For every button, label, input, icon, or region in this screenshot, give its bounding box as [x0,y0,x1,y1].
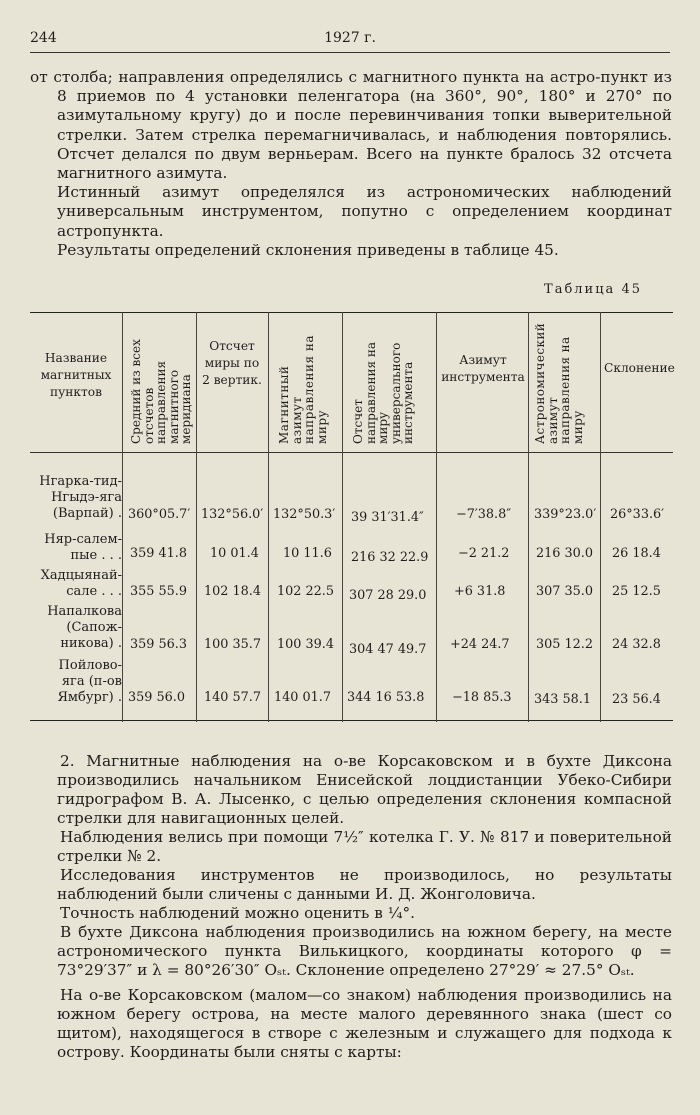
col-divider [196,312,197,722]
header-point-name: Название магнитных пунктов [40,351,112,399]
cell-declination: 26 18.4 [612,546,661,561]
header-rule [30,52,670,53]
section-2-paragraph-5: В бухте Диксона наблюдения производились на южном берегу, на месте астрономического пункта Вилькицкого, координаты которого φ = 73°29′37″ и λ = 80°26′30″ Oₛₜ. Склонение определено 27°29′ ≈ 27.5° Oₛₜ. [57,923,672,979]
col-divider [122,312,123,722]
name-line: сале . . . [66,584,122,599]
header-mean-reading: Средний из всех отсчетов направления магнитного меридиана [129,339,193,444]
cell-instrument-reading: 304 47 49.7 [349,642,427,657]
cell-mean-reading: 359 56.3 [130,637,187,652]
cell-instrument-reading: 39 31′31.4″ [351,510,424,525]
table-row-name [30,658,122,706]
cell-instrument-azimuth: −18 85.3 [452,690,512,705]
cell-astro-azimuth: 343 58.1 [534,692,591,707]
cell-astro-azimuth: 307 35.0 [536,584,593,599]
table-row-name [30,532,122,564]
cell-astro-azimuth: 305 12.2 [536,637,593,652]
table-header-rule [30,452,673,453]
cell-instrument-reading: 344 16 53.8 [347,690,425,705]
name-line: Пойловo- [58,658,122,673]
cell-instrument-reading: 307 28 29.0 [349,588,427,603]
name-line: Напалкова [47,604,122,619]
section-2-text [57,752,672,1062]
page-number: 244 [30,30,57,46]
cell-instrument-azimuth: −2 21.2 [458,546,510,561]
header-instrument-azimuth: Азимут инструмента [441,353,525,384]
cell-instrument-azimuth: −7′38.8″ [456,507,512,522]
name-line: Нгыдэ-яга [51,490,122,505]
col-divider [528,312,529,722]
col-divider [600,312,601,722]
name-line: Ямбург) . [57,690,122,705]
running-title-year: 1927 г. [324,30,376,46]
cell-mira-reading: 140 57.7 [204,690,261,705]
name-line: пые . . . [70,548,122,563]
col-divider [342,312,343,722]
header-mira-reading: Отсчет миры по 2 вертик. [202,339,262,387]
table-row-name [30,474,122,522]
cell-astro-azimuth: 216 30.0 [536,546,593,561]
cell-mira-reading: 102 18.4 [204,584,261,599]
cell-declination: 23 56.4 [612,692,661,707]
cell-mean-reading: 359 56.0 [128,690,185,705]
section-2-paragraph-4: Точность наблюдений можно оценить в ¼°. [60,904,416,922]
cell-declination: 24 32.8 [612,637,661,652]
name-line: яга (п-ов [61,674,122,689]
name-line: (Сапож- [66,620,122,635]
name-line: никова) . [60,636,122,651]
header-instrument-reading: Отсчет направления на миру универсального инструмента [351,342,415,444]
name-line: Няр-салем- [44,532,122,547]
cell-mean-reading: 359 41.8 [130,546,187,561]
section-2-paragraph-3: Исследования инструментов не производилось, но результаты наблюдений были сличены с данными И. Д. Жонголовича. [57,866,672,903]
cell-magnetic-azimuth: 132°50.3′ [273,507,336,522]
cell-mira-reading: 10 01.4 [210,546,259,561]
section-2-paragraph-6: На о-ве Корсаковском (малом—со знаком) наблюдения производились на южном берегу острова, на месте малого деревянного знака (шест со щитом), находящегося в створе с железным и служащего для подхода к острову. Координаты были сняты с карты: [57,986,672,1061]
intro-paragraph-1: от столба; направления определялись с магнитного пункта на астро-пункт из 8 приемов по 4 установки пеленгатора (на 360°, 90°, 180° и 270° по азимутальному кругу) до и после перевинчивания топки выверительной стрелки. Затем стрелка перемагничивалась, и наблюдения повторялись. Отсчет делался по двум верньерам. Всего на пункте бралось 32 отсчета магнитного азимута. [30,68,672,183]
table-row-name [30,568,122,600]
cell-astro-azimuth: 339°23.0′ [534,507,597,522]
cell-mean-reading: 355 55.9 [130,584,187,599]
col-divider [268,312,269,722]
header-declination: Склонение [604,361,675,375]
cell-magnetic-azimuth: 140 01.7 [274,690,331,705]
cell-mira-reading: 132°56.0′ [201,507,264,522]
table-top-rule [30,312,673,313]
table-row-name [30,604,122,652]
cell-mean-reading: 360°05.7′ [128,507,191,522]
cell-magnetic-azimuth: 100 39.4 [277,637,334,652]
intro-paragraph-3: Результаты определений склонения приведены в таблице 45. [57,240,559,259]
name-line: Хадцыянай- [40,568,122,583]
header-magnetic-azimuth: Магнитный азимут направления на миру [277,335,329,444]
name-line: (Варпай) . [52,506,122,521]
running-header [30,26,670,48]
intro-paragraph-2: Истинный азимут определялся из астрономических наблюдений универсальным инструментом, попутно с определением координат астропункта. [57,183,672,240]
section-2-paragraph-2: Наблюдения велись при помощи 7½″ котелка Г. У. № 817 и поверительной стрелки № 2. [57,828,672,865]
cell-magnetic-azimuth: 102 22.5 [277,584,334,599]
col-divider [436,312,437,722]
cell-mira-reading: 100 35.7 [204,637,261,652]
declination-table [30,312,673,722]
cell-instrument-azimuth: +6 31.8 [454,584,506,599]
table-caption: Таблица 45 [544,282,642,297]
table-bottom-rule [30,720,673,721]
cell-magnetic-azimuth: 10 11.6 [283,546,332,561]
cell-declination: 25 12.5 [612,584,661,599]
name-line: Нгарка-тид- [39,474,122,489]
cell-instrument-reading: 216 32 22.9 [351,550,429,565]
header-astro-azimuth: Астрономический азимут направления на миру [533,322,585,444]
section-2-paragraph-1: 2. Магнитные наблюдения на о-ве Корсаковском и в бухте Диксона производились начальником Енисейской лоцдистанции Убеко-Сибири гидрографом В. А. Лысенко, с целью определения склонения компасной стрелки для навигационных целей. [57,752,672,827]
cell-declination: 26°33.6′ [610,507,665,522]
intro-text [30,68,672,260]
cell-instrument-azimuth: +24 24.7 [450,637,510,652]
